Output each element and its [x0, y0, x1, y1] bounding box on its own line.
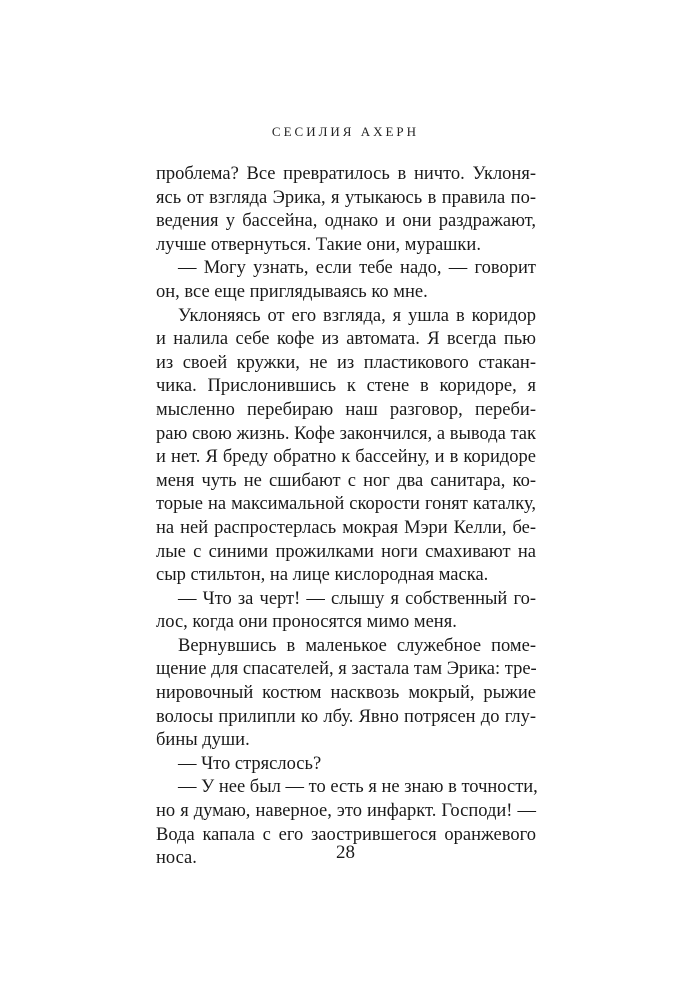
text-line: и налила себе кофе из автомата. Я всегда пью — [156, 329, 536, 350]
text-line: ясь от взгляда Эрика, я утыкаюсь в правила по- — [156, 187, 536, 208]
text-line: Вернувшись в маленькое служебное поме- — [178, 635, 536, 656]
text-line: мысленно перебираю наш разговор, переби- — [156, 399, 536, 420]
text-line: волосы прилипли ко лбу. Явно потрясен до глу- — [156, 706, 536, 727]
running-head: СЕСИЛИЯ АХЕРН — [271, 124, 420, 139]
text-line: лос, когда они проносятся мимо меня. — [156, 612, 457, 633]
text-line: раю свою жизнь. Кофе закончился, а вывода так — [156, 423, 536, 444]
text-line: но я думаю, наверное, это инфаркт. Господи! — — [156, 801, 536, 822]
text-line: из своей кружки, не из пластикового стакан- — [156, 352, 536, 373]
text-line: и нет. Я бреду обратно к бассейну, и в коридоре — [156, 447, 536, 468]
text-line: чика. Прислонившись к стене в коридоре, я — [156, 376, 536, 397]
text-line: на ней распростерлась мокрая Мэри Келли, бе- — [156, 517, 536, 538]
text-line: ведения у бассейна, однако и они раздражают, — [156, 211, 536, 232]
text-line: — Могу узнать, если тебе надо, — говорит — [178, 258, 536, 279]
text-line: торые на максимальной скорости гонят каталку, — [156, 494, 536, 515]
text-line: лучше отвернуться. Такие они, мурашки. — [156, 234, 481, 255]
text-line: лые с синими прожилками ноги смахивают на — [156, 541, 536, 562]
body-text — [156, 163, 536, 871]
text-line: Уклоняясь от его взгляда, я ушла в коридор — [178, 305, 536, 326]
text-line: щение для спасателей, я застала там Эрика: тре- — [156, 659, 537, 680]
page-number: 28 — [336, 842, 355, 863]
text-line: — Что стряслось? — [178, 753, 322, 774]
text-line: носа. — [156, 848, 197, 869]
text-line: сыр стильтон, на лице кислородная маска. — [156, 565, 489, 586]
text-line: нировочный костюм насквозь мокрый, рыжие — [156, 683, 536, 704]
text-line: он, все еще приглядываясь ко мне. — [156, 281, 428, 302]
text-line: — Что за черт! — слышу я собственный го- — [178, 588, 536, 609]
text-line: бины души. — [156, 730, 250, 751]
text-line: меня чуть не сшибают с ног два санитара, ко- — [156, 470, 536, 491]
text-line: проблема? Все превратилось в ничто. Уклоня- — [156, 164, 536, 184]
text-line: Вода капала с его заострившегося оранжевого — [156, 824, 536, 845]
text-line: — У нее был — то есть я не знаю в точности, — [178, 777, 538, 798]
